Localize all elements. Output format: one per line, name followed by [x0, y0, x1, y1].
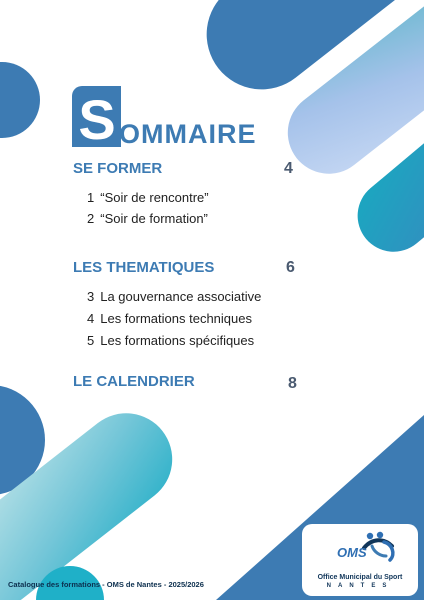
toc-item-number: 5	[87, 333, 95, 348]
title-text: OMMAIRE	[119, 119, 257, 149]
toc-item-label: Les formations techniques	[100, 311, 252, 326]
toc-item-number: 3	[87, 289, 95, 304]
toc-item	[87, 190, 209, 206]
footer-caption: Catalogue des formations - OMS de Nantes - 2025/2026	[8, 580, 204, 589]
toc-item-label: “Soir de rencontre”	[100, 190, 209, 205]
toc-item	[87, 311, 252, 327]
toc-item-number: 2	[87, 211, 95, 226]
toc-item	[87, 211, 208, 227]
shape-top-left-circle	[0, 62, 40, 138]
logo-name: Office Municipal du Sport	[317, 574, 403, 581]
section-title-le-calendrier: LE CALENDRIER	[73, 373, 195, 390]
section-page-number: 4	[284, 160, 293, 177]
toc-item	[87, 333, 254, 349]
logo-city: NANTES	[326, 583, 394, 589]
toc-item	[87, 289, 261, 305]
toc-item-label: Les formations spécifiques	[100, 333, 255, 348]
toc-item-label: “Soir de formation”	[100, 211, 208, 226]
toc-item-label: La gouvernance associative	[100, 289, 262, 304]
section-page-number: 6	[286, 259, 295, 276]
logo-abbreviation: OMS	[337, 545, 367, 560]
section-page-number: 8	[288, 375, 297, 392]
title-initial-box	[72, 86, 121, 151]
section-title-les-thematiques: LES THEMATIQUES	[73, 259, 215, 276]
toc-item-number: 1	[87, 190, 95, 205]
page-title	[72, 86, 282, 151]
section-title-se-former: SE FORMER	[73, 160, 163, 177]
oms-logo-card	[302, 524, 418, 596]
toc-item-number: 4	[87, 311, 95, 326]
title-initial: S	[78, 88, 115, 151]
